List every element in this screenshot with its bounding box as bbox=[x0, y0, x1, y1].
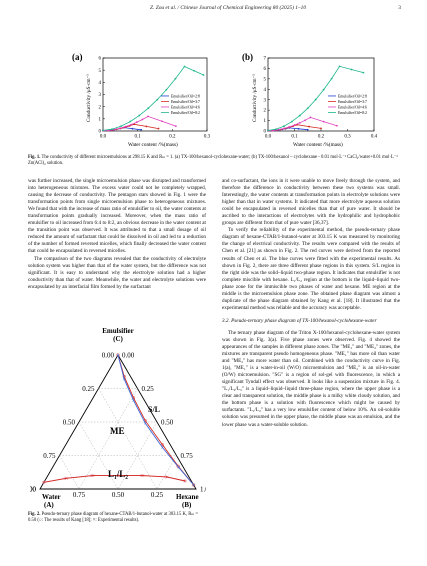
x-tick-label: 0.0 bbox=[264, 134, 272, 140]
data-point bbox=[203, 74, 205, 76]
panel-a-xlabel: Water content /%(mass) bbox=[128, 142, 178, 148]
apex-right-label: Hexane bbox=[176, 493, 199, 501]
figure-1-plots bbox=[28, 30, 398, 152]
data-point bbox=[320, 127, 322, 129]
legend-label: Emulsifier/Oil=3:7 bbox=[171, 99, 200, 104]
panel-b-label: (b) bbox=[242, 52, 253, 62]
figure-1-caption bbox=[28, 155, 402, 167]
panel-a-series bbox=[102, 66, 204, 132]
right-paragraph-1: and co-surfactant, the ions in it were unable to move freely through the system, and therefore the difference in conductivity between these two systems was small. Interestingly, the water contents at transformation points in electrolyte solutions were higher than that in water systems. It indicated that more electrolyte aqueous solution could be encapsulated in reversed micelles than that of pure water. It should be ascribed to the interactions of electrolytes with the hydrophilic and hydrophobic groups are different from that of pure water [36,37]. bbox=[222, 178, 400, 227]
x-tick-label: 0.0 bbox=[99, 134, 107, 140]
region-label-me: ME bbox=[110, 426, 125, 436]
right-tick-label: 0.50 bbox=[161, 418, 174, 427]
right-tick-label: 0.25 bbox=[141, 385, 154, 393]
right-tick-label: 1. bbox=[200, 485, 206, 494]
y-tick-label: 4 bbox=[263, 87, 266, 93]
legend-label: Emulsifier/Oil=3:7 bbox=[338, 99, 367, 104]
data-point bbox=[111, 128, 113, 130]
data-point bbox=[140, 129, 142, 131]
data-point bbox=[130, 124, 132, 126]
data-point bbox=[323, 89, 325, 91]
data-point bbox=[288, 126, 290, 128]
region-label-l1l2: L₁/L₂ bbox=[108, 469, 128, 479]
apex-left-sub: (A) bbox=[44, 501, 54, 509]
apex-top-label: Emulsifier bbox=[102, 327, 134, 335]
y-tick-label: 5 bbox=[98, 68, 101, 74]
y-tick-label: 1 bbox=[98, 117, 101, 123]
data-point bbox=[193, 70, 195, 72]
data-point bbox=[308, 126, 310, 128]
data-point bbox=[120, 125, 122, 127]
panel-b-legend bbox=[328, 94, 367, 115]
y-tick-label: 2 bbox=[263, 108, 266, 114]
data-point bbox=[363, 72, 365, 74]
panel-b-yticks bbox=[264, 57, 271, 135]
data-point bbox=[283, 125, 285, 127]
y-tick-label: 0 bbox=[263, 129, 266, 135]
legend-label: Emulsifier/Oil=2:8 bbox=[171, 94, 200, 99]
data-point bbox=[323, 121, 325, 123]
data-point bbox=[156, 99, 158, 101]
legend-label: Emulsifier/Oil=4:6 bbox=[171, 105, 200, 110]
data-point bbox=[145, 126, 147, 128]
data-point bbox=[165, 89, 167, 91]
data-point bbox=[142, 119, 144, 121]
y-tick-label: 1 bbox=[263, 119, 266, 125]
data-point bbox=[138, 115, 140, 117]
data-point bbox=[307, 107, 309, 109]
y-tick-label: 5 bbox=[263, 77, 266, 83]
panel-b-xlabel: Water content /%(mass) bbox=[293, 142, 343, 148]
y-tick-label: 3 bbox=[263, 98, 266, 104]
x-tick-label: 0.1 bbox=[134, 134, 141, 140]
x-tick-label: 0.2 bbox=[317, 134, 325, 140]
figure-1-caption-text: The conductivity of different microemulsions at 298.15 K and Rₘ = 1. (a) TX-100/hexanol-cyclohexane-water; (b) TX-100/hexanol – cyclohexane - 0.01 mol·L⁻¹ CaCl₂/water+0.01 mol·L⁻¹ Zn(ACl)₂ solution. bbox=[28, 155, 398, 166]
section-heading: 3.2. Pseudo-ternary phase diagram of TX-100/hexanol-cyclohexane-water bbox=[222, 317, 377, 324]
data-point bbox=[147, 107, 149, 109]
figure-1-caption-label: Fig. 1. bbox=[28, 155, 41, 160]
panel-b-xticks bbox=[265, 129, 378, 140]
y-tick-label: 4 bbox=[98, 80, 101, 86]
left-tick-label: 0.00 bbox=[101, 351, 114, 360]
y-tick-label: 7 bbox=[263, 56, 266, 62]
panel-a-xticks bbox=[100, 129, 211, 140]
data-point bbox=[119, 127, 121, 129]
left-tick-label: 0.25 bbox=[82, 385, 95, 393]
left-tick-label: 0.75 bbox=[43, 452, 56, 460]
x-tick-label: 0.2 bbox=[169, 134, 176, 140]
y-tick-label: 3 bbox=[98, 93, 101, 99]
bottom-tick-label: 0.25 bbox=[150, 491, 164, 499]
data-point bbox=[129, 121, 131, 123]
data-point bbox=[291, 121, 293, 123]
left-tick-label: 0.50 bbox=[62, 418, 75, 427]
legend-label: Emulsifier/Oil=8:2 bbox=[338, 110, 367, 115]
data-point bbox=[299, 115, 301, 117]
left-column bbox=[28, 178, 206, 291]
right-tick-label: 0.00 bbox=[122, 351, 135, 360]
figure-2 bbox=[30, 324, 206, 510]
apex-left-label: Water bbox=[42, 493, 61, 501]
grid-line bbox=[60, 456, 80, 490]
data-point bbox=[351, 69, 353, 71]
data-point bbox=[132, 128, 134, 130]
y-tick-label: 0 bbox=[98, 129, 101, 135]
running-header bbox=[0, 5, 427, 19]
data-point bbox=[304, 119, 306, 121]
left-paragraph-2: The comparison of the two diagrams revealed that the conductivity of electrolyte solution system was higher than that of the water system, but the difference was not significant. It is easy to understand why the electrolyte solution had a higher conductivity than that of water. Meanwhile, the water and electrolyte solutions were encapsulated by an interfacial film formed by the surfactant bbox=[28, 255, 206, 290]
region-label-sl: S/L bbox=[148, 405, 161, 414]
data-point bbox=[339, 65, 341, 67]
x-tick-label: 0.1 bbox=[291, 134, 298, 140]
data-point bbox=[161, 120, 163, 122]
y-tick-label: 6 bbox=[263, 67, 266, 73]
panel-b bbox=[242, 52, 378, 148]
apex-right-sub: (B) bbox=[182, 501, 192, 509]
data-point bbox=[336, 125, 338, 127]
figure-2-caption-text: Pseudo-ternary phase diagram of hexane-CTAB/1-butanol-water at 303.15 K, Rₘ = 0.50 (○: The results of Kang [18]; ×: Experimental results). bbox=[28, 512, 199, 523]
data-point bbox=[294, 124, 296, 126]
legend-label: Emulsifier/Oil=2:8 bbox=[338, 94, 367, 99]
data-point bbox=[299, 122, 301, 124]
y-tick-label: 2 bbox=[98, 105, 101, 111]
right-paragraph-3: The ternary phase diagram of the Triton X-100/hexanol-cyclohexane-water system was shown in Fig. 3(a). Five phase zones were observed. Fig. 4 showed the appearances of the samples in different phase zones. The "ME₁" and "ME₂" zones, the mixtures are transparent pseudo homogeneous phase. "ME₁" has more oil than water and "ME₂" has more water than oil. Combined with the conductivity curve in Fig. 1(a), "ME₁" is a water-in-oil (W/O) microemulsion and "ME₂" is an oil-in-water (O/W) microemulsion. "SG" is a region of sol-gel with fluorescence, in which a significant Tyndall effect was observed. It looks like a suspension mixture in Fig. 4. "L₁/L₂/L₃" is a liquid–liquid–liquid three-phase region, where the upper phase is a clear and transparent solution, the middle phase is a milky white cloudy solution, and the bottom phase is a solution with fluorescence which might be caused by surfactants. "L₁/L₂" has a very low emulsifier content of below 10%. An oil-soluble solution was presumed in the upper phase, the middle phase was an emulsion, and the lower phase was a water-soluble solution. bbox=[222, 329, 400, 428]
left-tick-label: 00 bbox=[30, 485, 36, 494]
left-tick-label: 00 bbox=[30, 485, 36, 494]
data-point bbox=[331, 78, 333, 80]
data-point bbox=[275, 128, 277, 130]
data-point bbox=[147, 116, 149, 118]
data-point bbox=[315, 99, 317, 101]
right-column bbox=[222, 178, 400, 429]
apex-top-sub: (C) bbox=[113, 335, 123, 343]
data-point bbox=[175, 125, 177, 127]
y-tick-label: 6 bbox=[98, 56, 101, 62]
x-tick-label: 0.3 bbox=[203, 134, 211, 140]
bottom-tick-label: 0.75 bbox=[72, 491, 86, 499]
x-tick-label: 0.4 bbox=[370, 134, 378, 140]
panel-a-label: (a) bbox=[72, 52, 83, 62]
page-number: 3 bbox=[398, 5, 401, 11]
figure-2-caption bbox=[28, 512, 206, 524]
left-paragraph-1: was further increased, the single microemulsion phase was disrupted and transformed into heterogeneous mixtures. The excess water could not be completely wrapped, causing the decrease of conductivity. The pentagon stars showed in Fig. 1 were the transformation points from single microemulsion phase to heterogeneous mixtures. We found that with the increase of mass ratio of emulsifier to oil, the water contents at transformation points gradually increased. Moreover, when the mass ratio of emulsifier to oil increased from 6:4 to 8:2, an obvious decrease in the water content at the transition point was observed. It was attributed to that a small dosage of oil reduced the amount of surfactant that could be dissolved in oil and led to a reduction of the number of formed reversed micelles, which finally decreased the water content that could be encapsulated in reversed micelles. bbox=[28, 178, 206, 255]
right-paragraph-2: To verify the reliability of the experimental method, the pseudo-ternary phase diagram of hexane-CTAB/1-butanol-water at 303.15 K was measured by monitoring the change of electrical conductivity. The results were compared with the results of Chen et al. [21] as shown in Fig. 2. The red curves were derived from the reported results of Chen et al. The blue curves were fitted with the experimental results. As shown in Fig. 2, there are three different phase regions in this system. S/L region in the right side was the solid–liquid two-phase region. It indicates that emulsifier is not complete miscible with hexane. L₁/L₂ region at the bottom is the liquid–liquid two-phase zone for the immiscible two phases of water and hexane. ME region at the middle is the microemulsion phase zone. The obtained phase diagram was almost a duplicate of the phase diagram obtained by Kang et al. [18]. It illustrated that the experimental method was reliable and the accuracy was acceptable. bbox=[222, 227, 400, 311]
right-tick-label: 0.75 bbox=[180, 452, 193, 460]
data-point bbox=[175, 78, 177, 80]
figure-2-caption-label: Fig. 2. bbox=[28, 512, 41, 517]
figure-1 bbox=[28, 30, 398, 152]
legend-label: Emulsifier/Oil=4:6 bbox=[338, 105, 367, 110]
legend-label: Emulsifier/Oil=8:2 bbox=[171, 110, 200, 115]
panel-a bbox=[72, 52, 211, 148]
panel-a-legend bbox=[161, 94, 200, 115]
running-title: Z. Zou et al. / Chinese Journal of Chemical Engineering 80 (2025) 1–10 bbox=[150, 5, 307, 11]
data-point bbox=[102, 129, 104, 131]
data-point bbox=[283, 128, 285, 130]
data-point bbox=[298, 128, 300, 130]
x-tick-label: 0.3 bbox=[344, 134, 351, 140]
panel-b-series bbox=[267, 65, 364, 131]
data-point bbox=[310, 117, 312, 119]
data-point bbox=[278, 129, 280, 131]
data-point bbox=[184, 66, 186, 68]
panel-a-ylabel: Conductivity /μS·cm⁻¹ bbox=[86, 74, 92, 122]
panel-b-ylabel: Conductivity /μS·cm⁻¹ bbox=[252, 74, 258, 122]
panel-a-yticks bbox=[99, 57, 106, 135]
ternary-diagram bbox=[30, 324, 206, 510]
data-point bbox=[307, 129, 309, 131]
data-point bbox=[267, 130, 269, 132]
data-point bbox=[158, 128, 160, 130]
data-point bbox=[125, 126, 127, 128]
data-point bbox=[136, 121, 138, 123]
bottom-tick-label: 0.50 bbox=[111, 491, 125, 499]
